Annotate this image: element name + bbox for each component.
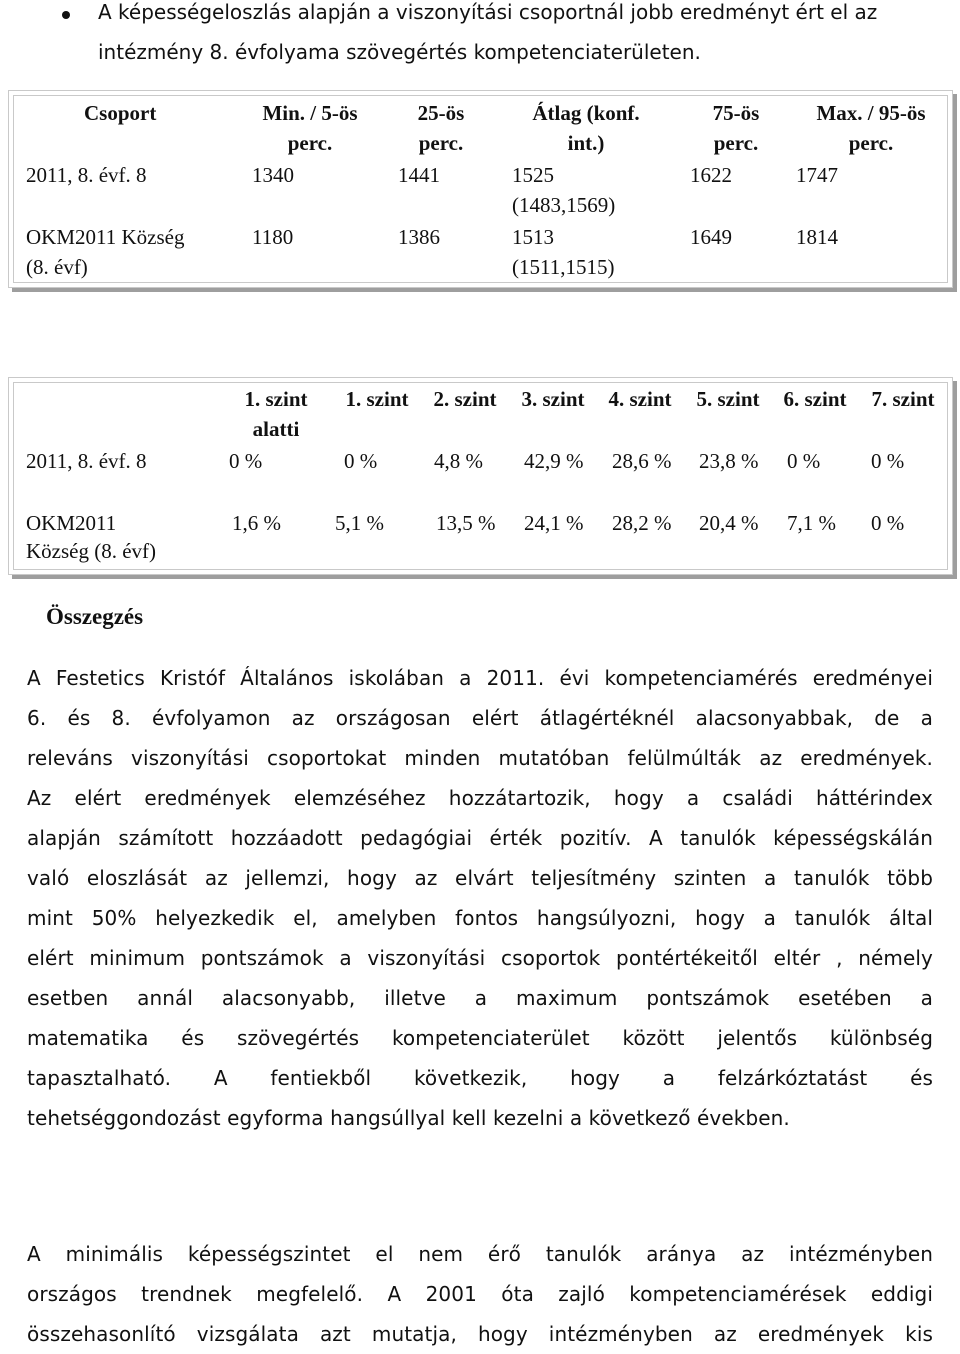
p1-line: való eloszlását az jellemzi, hogy az elvárt teljesítmény szinten a tanulók több: [27, 866, 933, 890]
t1-row1-ci: (1483,1569): [512, 193, 616, 217]
t1-row1-avg: 1525: [512, 163, 554, 187]
t2-row2-v4: 28,2 %: [612, 511, 672, 535]
p1-line: elért minimum pontszámok a viszonyítási csoportok pontértékeitől eltér , némely: [27, 946, 933, 970]
t1-header-group: Csoport: [84, 101, 157, 125]
t2-row1-v3: 42,9 %: [524, 449, 584, 473]
t1-row1-max: 1747: [796, 163, 838, 187]
t2-row2-v0: 1,6 %: [232, 511, 281, 535]
p1-line: tapasztalható. A fentiekből következik, hogy a felzárkóztatást és: [27, 1066, 933, 1090]
t2-row2-v1: 5,1 %: [335, 511, 384, 535]
t2-header-below1: 1. szint alatti: [244, 387, 308, 441]
t2-row2-v7: 0 %: [871, 511, 905, 535]
t1-row1-min: 1340: [252, 163, 294, 187]
t2-row2-v5: 20,4 %: [699, 511, 759, 535]
t2-header-l5: 5. szint: [696, 387, 760, 411]
t2-row1-group: 2011, 8. évf. 8: [26, 449, 147, 473]
t1-header-avg: Átlag (konf. int.): [532, 101, 640, 155]
p1-line: releváns viszonyítási csoportokat minden mutatóban felülmúlták az eredmények.: [27, 746, 933, 770]
t1-row1-p75: 1622: [690, 163, 732, 187]
t2-row2-v6: 7,1 %: [787, 511, 836, 535]
p2-line: összehasonlító vizsgálata azt mutatja, hogy intézményben az eredmények kis: [27, 1322, 933, 1346]
p1-line: tehetséggondozást egyforma hangsúllyal kell kezelni a következő években.: [27, 1106, 790, 1130]
t2-header-l7: 7. szint: [871, 387, 935, 411]
t2-row1-v5: 23,8 %: [699, 449, 759, 473]
t1-row2-ci: (1511,1515): [512, 255, 615, 279]
t1-row2-group-line1: OKM2011 Község: [26, 225, 185, 249]
bullet-text: A képességeloszlás alapján a viszonyítási csoportnál jobb eredményt ért el az intézmény 8. évfolyama szövegértés kompetenciaterületen.: [98, 0, 878, 64]
t1-header-p25: 25-ös perc.: [417, 101, 465, 155]
t2-header-l6: 6. szint: [783, 387, 847, 411]
t1-header-min: Min. / 5-ös perc.: [262, 101, 358, 155]
t2-row2-v3: 24,1 %: [524, 511, 584, 535]
t1-header-max: Max. / 95-ös perc.: [816, 101, 926, 155]
t1-row2-p25: 1386: [398, 225, 440, 249]
t1-row2-p75: 1649: [690, 225, 732, 249]
t2-row1-v4: 28,6 %: [612, 449, 672, 473]
t2-row1-v6: 0 %: [787, 449, 821, 473]
t1-row2-max: 1814: [796, 225, 838, 249]
t2-header-l3: 3. szint: [521, 387, 585, 411]
t2-header-l1: 1. szint: [345, 387, 409, 411]
p1-line: mint 50% helyezkedik el, amelyben fontos hangsúlyozni, hogy a tanulók által: [27, 906, 933, 930]
p1-line: Az elért eredmények elemzéséhez hozzátartozik, hogy a családi háttérindex: [27, 786, 933, 810]
t2-row1-v0: 0 %: [229, 449, 263, 473]
t2-row2-group-line1: OKM2011: [26, 511, 117, 535]
t2-row1-v1: 0 %: [344, 449, 378, 473]
t1-row1-group: 2011, 8. évf. 8: [26, 163, 147, 187]
t2-row1-v2: 4,8 %: [434, 449, 483, 473]
p1-line: matematika és szövegértés kompetenciaterület között jelentős különbség: [27, 1026, 933, 1050]
t2-row2-v2: 13,5 %: [436, 511, 496, 535]
t1-row2-avg: 1513: [512, 225, 554, 249]
p1-line: alapján számított hozzáadott pedagógiai érték pozitív. A tanulók képességskálán: [27, 826, 933, 850]
p1-line: 6. és 8. évfolyamon az országosan elért átlagértéknél alacsonyabbak, de a: [27, 706, 933, 730]
t1-row2-group-line2: (8. évf): [26, 255, 88, 279]
p1-line: esetben annál alacsonyabb, illetve a maximum pontszámok esetében a: [27, 986, 933, 1010]
p2-line: országos trendnek megfelelő. A 2001 óta zajló kompetenciamérések eddigi: [27, 1282, 933, 1306]
t1-row2-min: 1180: [252, 225, 294, 249]
t1-row1-p25: 1441: [398, 163, 440, 187]
p1-line: A Festetics Kristóf Általános iskolában a 2011. évi kompetenciamérés eredményei: [27, 666, 933, 690]
bullet-dot-icon: [62, 11, 70, 19]
summary-heading: Összegzés: [46, 604, 144, 629]
t2-row1-v7: 0 %: [871, 449, 905, 473]
bullet-item: [62, 0, 942, 78]
t2-row2-group-line2: Község (8. évf): [26, 539, 157, 563]
p2-line: A minimális képességszintet el nem érő tanulók aránya az intézményben: [27, 1242, 933, 1266]
t2-header-l4: 4. szint: [608, 387, 672, 411]
t1-header-p75: 75-ös perc.: [712, 101, 760, 155]
t2-header-l2: 2. szint: [433, 387, 497, 411]
